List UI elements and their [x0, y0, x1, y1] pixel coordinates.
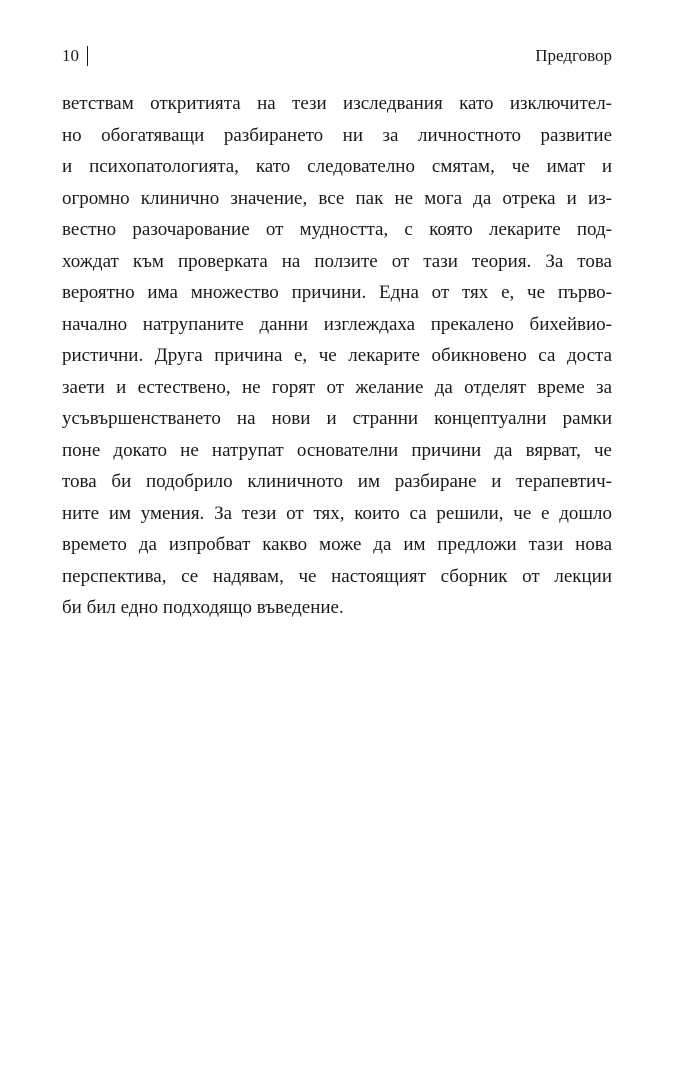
text-line: времето да изпробват какво може да им предложи тази нова: [62, 534, 612, 555]
text-line: това би подобрило клиничното им разбиране и терапевтич-: [62, 471, 612, 492]
text-line: заети и естествено, не горят от желание да отделят време за: [62, 376, 612, 398]
text-line: вероятно има множество причини. Една от тях е, че първо-: [62, 282, 612, 303]
text-line: ристични. Друга причина е, че лекарите обикновено са доста: [62, 345, 612, 366]
text-line: и психопатологията, като следователно смятам, че имат и: [62, 156, 612, 177]
body-paragraph: [62, 88, 612, 624]
page-number: 10: [62, 46, 79, 65]
text-line: поне докато не натрупат основателни причини да вярват, че: [62, 439, 612, 461]
text-line: би бил едно подходящо въведение.: [62, 597, 344, 618]
section-title: Предговор: [535, 46, 612, 65]
text-line: начално натрупаните данни изглеждаха прекалено бихейвио-: [62, 313, 612, 335]
text-line: хождат към проверката на ползите от тази теория. За това: [62, 250, 612, 272]
text-line: усъвършенстването на нови и странни концептуални рамки: [62, 408, 612, 429]
running-head: [62, 46, 612, 72]
running-head-divider: [87, 46, 88, 66]
text-line: ветствам откритията на тези изследвания като изключител-: [62, 93, 612, 114]
text-line: ните им умения. За тези от тях, които са решили, че е дошло: [62, 502, 612, 524]
text-line: вестно разочарование от мудността, с която лекарите под-: [62, 219, 612, 240]
text-line: перспектива, се надявам, че настоящият сборник от лекции: [62, 565, 612, 587]
text-line: огромно клинично значение, все пак не мога да отрека и из-: [62, 187, 612, 209]
text-line: но обогатяващи разбирането ни за личностното развитие: [62, 124, 612, 146]
